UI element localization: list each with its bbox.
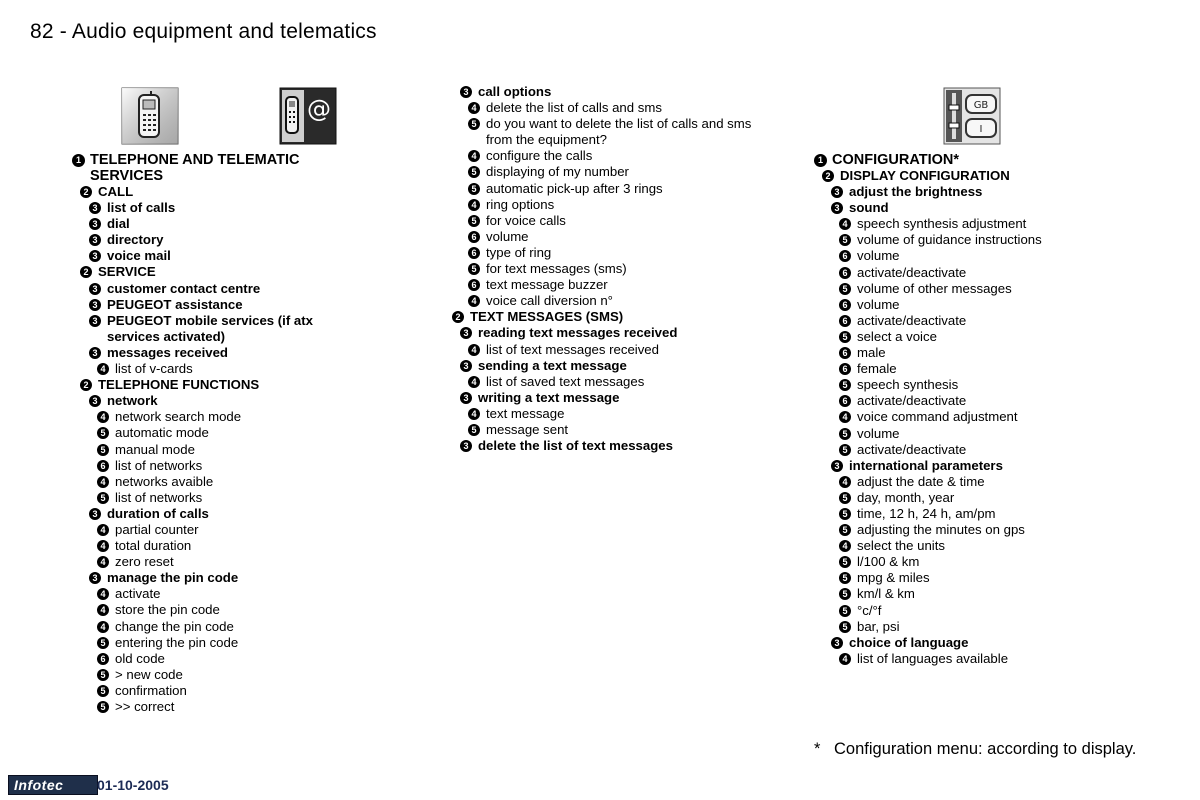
level-number-icon: 3 [831,202,843,214]
level-number-icon: 6 [468,247,480,259]
page-title: 82 - Audio equipment and telematics [30,20,377,43]
menu-item-label: change the pin code [115,618,234,634]
footnote-text: Configuration menu: according to display. [834,740,1137,758]
menu-item [97,361,402,377]
level-number-icon: 5 [839,234,851,246]
level-number-icon: 5 [468,424,480,436]
level-number-icon: 5 [839,588,851,600]
level-number-icon: 4 [468,408,480,420]
menu-item-label: configure the calls [486,148,593,164]
menu-item [97,522,402,538]
menu-item [97,586,402,602]
menu-item-label: dial [107,216,130,232]
menu-item [839,570,1154,586]
menu-item [97,651,402,667]
menu-item-label: reading text messages received [478,325,678,341]
menu-item-label: >> correct [115,699,175,714]
menu-item-label: DISPLAY CONFIGURATION [840,168,1010,183]
menu-item-label: select a voice [857,328,937,344]
level-number-icon: 5 [839,621,851,633]
menu-item [468,229,782,245]
menu-item [831,635,1154,651]
level-number-icon: 5 [97,637,109,649]
level-number-icon: 5 [839,444,851,456]
menu-item [839,522,1154,538]
level-number-icon: 3 [831,460,843,472]
menu-item [839,651,1154,667]
menu-item [468,181,782,197]
menu-item [460,438,782,454]
level-number-icon: 4 [839,653,851,665]
menu-item [839,474,1154,490]
menu-item [839,619,1154,635]
level-number-icon: 4 [468,376,480,388]
menu-item [839,490,1154,506]
footnote-star: * [814,740,821,758]
level-number-icon: 6 [839,299,851,311]
level-number-icon: 3 [89,218,101,230]
level-number-icon: 5 [839,283,851,295]
menu-item-label: volume of guidance instructions [857,232,1042,248]
level-number-icon: 5 [468,215,480,227]
menu-item [97,619,402,635]
menu-item-label: network [107,393,158,409]
menu-item-label: volume [857,425,900,441]
menu-item [89,297,402,313]
menu-item-label: sending a text message [478,357,627,373]
menu-item-label: network search mode [115,409,242,425]
menu-item-label: zero reset [115,554,174,570]
menu-item [97,635,402,651]
level-number-icon: 4 [468,295,480,307]
level-number-icon: 4 [839,218,851,230]
level-number-icon: 2 [452,311,464,323]
menu-item-label: customer contact centre [107,280,261,296]
level-number-icon: 5 [97,701,109,713]
level-number-icon: 5 [468,166,480,178]
menu-item-label: bar, psi [857,618,900,634]
menu-item [89,216,402,232]
level-number-icon: 3 [460,360,472,372]
menu-item [468,342,782,358]
menu-item-label: time, 12 h, 24 h, am/pm [857,505,996,521]
menu-item [97,409,402,425]
menu-item [468,374,782,390]
menu-item-label: list of networks [115,489,203,505]
menu-item [839,345,1154,361]
menu-item [839,603,1154,619]
menu-item-label: activate/deactivate [857,312,967,328]
menu-item [839,506,1154,522]
menu-item [452,309,782,325]
menu-column-configuration [814,152,1154,667]
menu-item [839,297,1154,313]
menu-item [839,313,1154,329]
level-number-icon: 1 [72,154,85,167]
level-number-icon: 3 [89,395,101,407]
menu-item-label: networks avaible [115,473,214,489]
level-number-icon: 4 [468,102,480,114]
menu-item-label: message sent [486,421,569,437]
menu-item-label: for voice calls [486,212,566,228]
level-number-icon: 5 [839,556,851,568]
menu-item [468,148,782,164]
level-number-icon: 4 [97,556,109,568]
menu-item [839,377,1154,393]
level-number-icon: 3 [89,250,101,262]
menu-item-label: call options [478,84,552,99]
config-icon-label-bottom: I [979,124,983,135]
menu-item-label: confirmation [115,682,187,698]
menu-item-label: voice mail [107,248,171,264]
level-number-icon: 5 [839,605,851,617]
menu-item [468,406,782,422]
menu-item-label: km/l & km [857,586,915,602]
menu-item-label: CALL [98,184,134,199]
menu-item-label: old code [115,650,165,666]
level-number-icon: 3 [89,347,101,359]
infotec-logo [8,775,98,795]
menu-item [97,474,402,490]
menu-item [97,458,402,474]
menu-item-label: manual mode [115,441,195,457]
menu-item [89,506,402,522]
level-number-icon: 5 [97,444,109,456]
menu-item-label: manage the pin code [107,570,239,586]
config-icon-label-top: GB [973,100,989,111]
menu-item-label: voice command adjustment [857,409,1018,425]
configuration-icon [943,87,1001,150]
level-number-icon: 6 [839,347,851,359]
menu-item-label: automatic pick-up after 3 rings [486,180,663,196]
menu-item-label: > new code [115,666,183,682]
menu-item [839,281,1154,297]
level-number-icon: 3 [831,637,843,649]
level-number-icon: 4 [97,476,109,488]
menu-item-label: volume [486,228,529,244]
menu-item-label: TELEPHONE AND TELEMATIC SERVICES [90,152,300,184]
menu-item-label: male [857,345,886,361]
menu-item [89,248,402,264]
menu-item [80,377,402,393]
menu-item-label: international parameters [849,457,1003,473]
menu-item-label: total duration [115,538,192,554]
menu-item-label: day, month, year [857,489,955,505]
level-number-icon: 2 [80,379,92,391]
menu-item [839,586,1154,602]
menu-item [839,329,1154,345]
menu-item-label: volume of other messages [857,280,1012,296]
level-number-icon: 2 [80,266,92,278]
menu-item [468,261,782,277]
menu-item [80,264,402,280]
menu-item [97,425,402,441]
menu-item [831,184,1154,200]
menu-item [97,699,402,715]
level-number-icon: 4 [468,150,480,162]
menu-item [89,232,402,248]
menu-item [839,248,1154,264]
menu-item [89,200,402,216]
menu-item-label: list of saved text messages [486,373,645,389]
menu-item-label: store the pin code [115,602,220,618]
menu-item [839,409,1154,425]
menu-item [831,458,1154,474]
menu-item-label: writing a text message [478,389,620,405]
svg-text:@: @ [307,95,331,123]
level-number-icon: 4 [97,621,109,633]
level-number-icon: 1 [814,154,827,167]
menu-item-label: list of text messages received [486,341,659,357]
level-number-icon: 4 [468,344,480,356]
menu-item [839,442,1154,458]
menu-item-label: volume [857,296,900,312]
level-number-icon: 4 [97,588,109,600]
level-number-icon: 6 [839,395,851,407]
menu-item-label: activate/deactivate [857,264,967,280]
level-number-icon: 5 [468,118,480,130]
level-number-icon: 3 [460,440,472,452]
menu-item [89,570,402,586]
level-number-icon: 3 [89,508,101,520]
level-number-icon: 4 [97,604,109,616]
menu-item-label: activate [115,586,161,602]
menu-item [89,313,402,345]
level-number-icon: 6 [468,279,480,291]
level-number-icon: 3 [460,86,472,98]
level-number-icon: 3 [89,572,101,584]
menu-item [839,393,1154,409]
level-number-icon: 6 [97,460,109,472]
menu-item [839,216,1154,232]
menu-item-label: mpg & miles [857,570,930,586]
footnote [814,741,1144,758]
menu-item-label: type of ring [486,244,552,260]
menu-item-label: PEUGEOT assistance [107,296,243,312]
menu-item-label: messages received [107,344,228,360]
menu-item [468,164,782,180]
menu-item-label: TEXT MESSAGES (SMS) [470,309,624,325]
menu-item [468,116,782,148]
menu-item [97,683,402,699]
menu-column-call-options [452,84,782,454]
menu-item [97,667,402,683]
menu-item [97,490,402,506]
menu-item [460,358,782,374]
menu-item-label: select the units [857,538,945,554]
level-number-icon: 3 [89,283,101,295]
menu-item [460,325,782,341]
menu-item-label: °c/°f [857,602,882,618]
menu-item [468,293,782,309]
level-number-icon: 4 [97,411,109,423]
menu-item-label: female [857,361,897,377]
menu-item-label: duration of calls [107,505,209,521]
level-number-icon: 4 [839,476,851,488]
level-number-icon: 3 [89,315,101,327]
menu-item [97,538,402,554]
menu-item-label: SERVICE [98,264,156,280]
menu-item-label: choice of language [849,634,969,650]
menu-item [89,281,402,297]
menu-item [89,393,402,409]
infotec-logo-text: Infotec [14,777,64,793]
menu-item-label: speech synthesis [857,377,959,393]
level-number-icon: 6 [468,231,480,243]
menu-item-label: list of calls [107,200,176,216]
menu-column-telephone [72,152,402,715]
level-number-icon: 3 [460,392,472,404]
menu-item [468,197,782,213]
level-number-icon: 3 [89,234,101,246]
menu-item-label: l/100 & km [857,554,920,570]
menu-item [831,200,1154,216]
menu-item [839,361,1154,377]
menu-item [839,426,1154,442]
level-number-icon: 6 [839,250,851,262]
menu-item [839,232,1154,248]
menu-item [839,554,1154,570]
level-number-icon: 4 [97,363,109,375]
level-number-icon: 4 [97,524,109,536]
level-number-icon: 3 [831,186,843,198]
menu-item-label: entering the pin code [115,634,239,650]
level-number-icon: 3 [89,202,101,214]
level-number-icon: 2 [822,170,834,182]
menu-item-label: adjusting the minutes on gps [857,522,1025,538]
level-number-icon: 5 [839,492,851,504]
menu-item-label: activate/deactivate [857,393,967,409]
menu-item-label: text message [486,405,565,421]
menu-item-label: volume [857,248,900,264]
level-number-icon: 5 [839,572,851,584]
menu-item-label: do you want to delete the list of calls and sms from the equipment? [486,116,752,148]
menu-item [468,422,782,438]
menu-item [468,100,782,116]
menu-item [839,265,1154,281]
level-number-icon: 6 [839,363,851,375]
level-number-icon: 5 [839,428,851,440]
menu-item-label: TELEPHONE FUNCTIONS [98,377,260,393]
level-number-icon: 6 [839,267,851,279]
mobile-phone-icon [121,87,179,150]
menu-item-label: delete the list of calls and sms [486,100,662,116]
menu-item-label: delete the list of text messages [478,438,673,454]
phone-at-icon [279,87,337,150]
menu-item-label: PEUGEOT mobile services (if atx services activated) [107,312,313,344]
menu-item [89,345,402,361]
menu-item [468,245,782,261]
level-number-icon: 5 [97,427,109,439]
menu-item-label: list of v-cards [115,361,193,377]
menu-item-label: voice call diversion n° [486,293,613,309]
menu-item-label: partial counter [115,521,199,537]
level-number-icon: 5 [468,263,480,275]
menu-item-label: speech synthesis adjustment [857,216,1027,232]
footer-date: 01-10-2005 [97,777,169,793]
menu-item [468,213,782,229]
level-number-icon: 5 [97,685,109,697]
level-number-icon: 4 [839,540,851,552]
menu-item-label: displaying of my number [486,164,629,180]
level-number-icon: 4 [97,540,109,552]
menu-item [97,442,402,458]
level-number-icon: 5 [468,183,480,195]
menu-item [814,152,1154,168]
level-number-icon: 5 [839,379,851,391]
menu-item-label: list of languages available [857,650,1009,666]
level-number-icon: 6 [97,653,109,665]
level-number-icon: 4 [839,411,851,423]
level-number-icon: 5 [839,508,851,520]
menu-item [72,152,402,184]
level-number-icon: 3 [89,299,101,311]
menu-item-label: sound [849,200,889,216]
menu-item-label: CONFIGURATION* [832,152,960,168]
menu-item-label: directory [107,232,164,248]
menu-item [460,84,782,100]
menu-item-label: adjust the date & time [857,473,985,489]
level-number-icon: 4 [468,199,480,211]
menu-item [460,390,782,406]
menu-item [97,554,402,570]
level-number-icon: 5 [839,331,851,343]
level-number-icon: 5 [97,669,109,681]
level-number-icon: 6 [839,315,851,327]
menu-item [822,168,1154,184]
menu-item-label: ring options [486,196,555,212]
menu-item-label: automatic mode [115,425,209,441]
menu-item [97,602,402,618]
menu-item [80,184,402,200]
level-number-icon: 3 [460,327,472,339]
menu-item-label: adjust the brightness [849,184,983,200]
level-number-icon: 5 [839,524,851,536]
menu-item [468,277,782,293]
menu-item-label: list of networks [115,457,203,473]
menu-item-label: text message buzzer [486,277,608,293]
level-number-icon: 5 [97,492,109,504]
menu-item-label: activate/deactivate [857,441,967,457]
menu-item-label: for text messages (sms) [486,261,627,277]
level-number-icon: 2 [80,186,92,198]
menu-item [839,538,1154,554]
